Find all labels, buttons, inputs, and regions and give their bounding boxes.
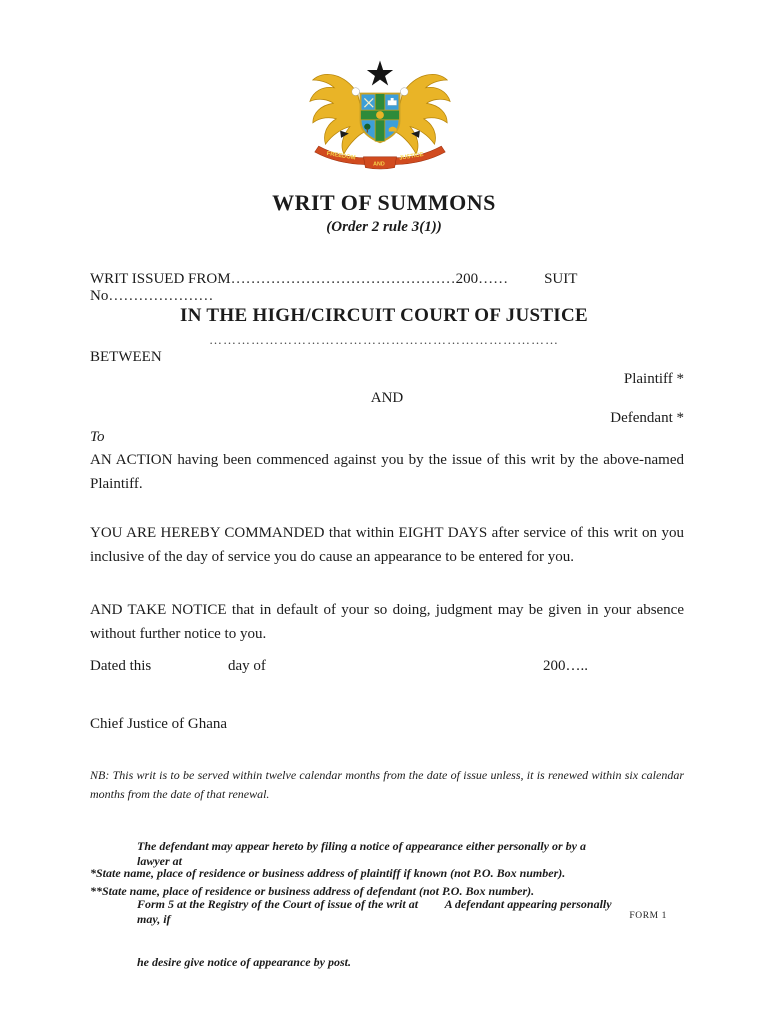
eagle-left-icon <box>310 74 364 154</box>
dotted-leader-1: ……………………………………… <box>230 271 456 287</box>
commanded-paragraph: YOU ARE HEREBY COMMANDED that within EIGHT DAYS after service of this writ on you inclusive of the day of service you do cause an appearance to be entered for you. <box>90 525 684 565</box>
dated-this-label: Dated this <box>90 658 152 674</box>
motto-freedom-text: FREEDOM <box>326 150 356 162</box>
dated-year-label: 200….. <box>543 658 588 674</box>
plaintiff-label: Plaintiff * <box>623 371 684 387</box>
eagle-right-icon <box>397 74 451 154</box>
suit-no-label: SUIT No <box>90 271 578 304</box>
appearance-note-line-3: he desire give notice of appearance by post. <box>137 955 351 969</box>
chief-justice-label: Chief Justice of Ghana <box>90 716 228 732</box>
and-label: AND <box>370 390 404 406</box>
court-heading: IN THE HIGH/CIRCUIT COURT OF JUSTICE <box>180 305 588 326</box>
dated-line <box>90 658 684 678</box>
footnote-plaintiff: *State name, place of residence or business address of plaintiff if known (not P.O. Box number). <box>90 866 566 880</box>
motto-justice-text: JUSTICE <box>398 151 425 162</box>
court-name-dotted-line: ………………………………………………………………… <box>209 332 559 347</box>
appearance-note-line-2: Form 5 at the Registry of the Court of issue of the writ at A defendant appearing personally may, if <box>137 897 615 926</box>
action-paragraph: AN ACTION having been commenced against you by the issue of this writ by the above-named Plaintiff. <box>90 452 684 492</box>
appearance-note-line-1: The defendant may appear hereto by filing a notice of appearance either personally or by a lawyer at <box>137 839 589 868</box>
footnote-defendant: **State name, place of residence or business address of defendant (not P.O. Box number). <box>90 884 535 898</box>
to-label: To <box>90 429 105 445</box>
defendant-label: Defendant * <box>610 410 684 426</box>
dotted-leader-3: ………………… <box>108 288 214 304</box>
motto-ribbon-icon <box>315 146 445 169</box>
document-title: WRIT OF SUMMONS <box>272 190 496 215</box>
year-200-prefix: 200 <box>455 271 479 287</box>
ghana-coat-of-arms-icon <box>307 60 453 170</box>
document-subtitle: (Order 2 rule 3(1)) <box>326 219 442 235</box>
ghana-coat-of-arms <box>307 60 453 170</box>
nb-note: NB: This writ is to be served within twelve calendar months from the date of issue unless, it is renewed within six calendar months from the date of that renewal. <box>90 768 684 801</box>
appearance-note <box>137 810 617 999</box>
black-star-icon <box>367 60 393 85</box>
dotted-leader-2: …… <box>478 271 509 287</box>
form-number-label: FORM 1 <box>629 911 667 921</box>
writ-issued-from-label: WRIT ISSUED FROM <box>90 271 231 287</box>
writ-issued-line <box>90 271 684 305</box>
day-of-label: day of <box>228 658 266 674</box>
shield-icon <box>361 94 400 143</box>
notice-paragraph: AND TAKE NOTICE that in default of your so doing, judgment may be given in your absence without further notice to you. <box>90 602 684 642</box>
between-label: BETWEEN <box>90 349 162 365</box>
motto-and-text: AND <box>373 161 385 168</box>
